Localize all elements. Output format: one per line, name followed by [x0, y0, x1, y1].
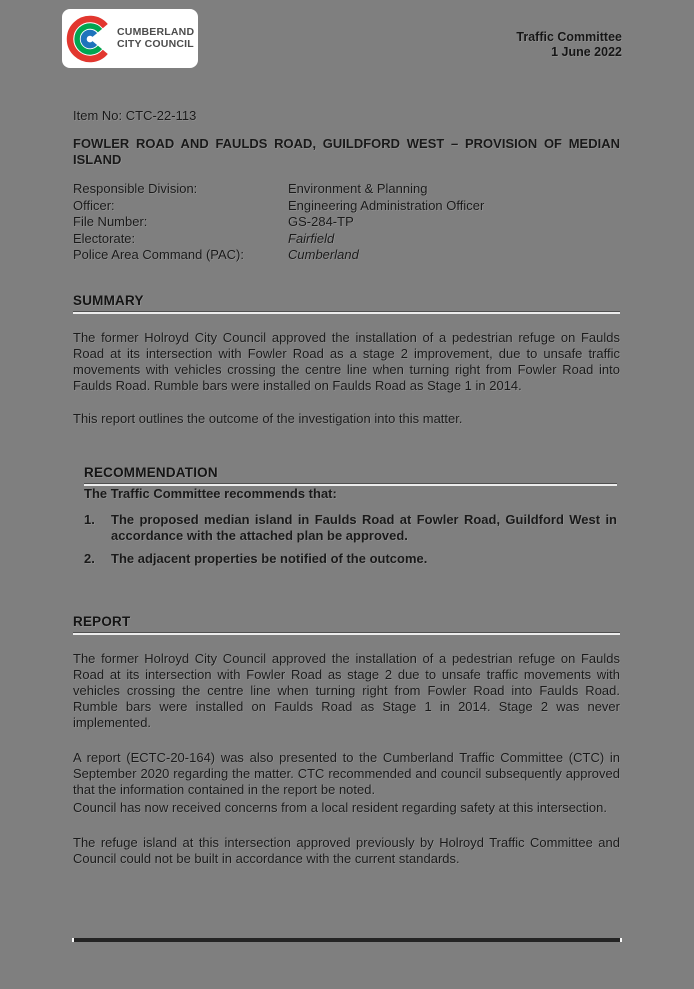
- meta-label: Officer:: [73, 197, 115, 213]
- report-paragraph: A report (ECTC-20-164) was also presented to the Cumberland Traffic Committee (CTC) in September 2020 regarding the matter. CTC recommended and council subsequently approved that the information contained in the report be noted.: [73, 750, 620, 797]
- report-paragraph: The refuge island at this intersection approved previously by Holroyd Traffic Committee and Council could not be built in accordance with the current standards.: [73, 835, 620, 866]
- page-bottom-rule: [72, 938, 622, 942]
- report-paragraph: The former Holroyd City Council approved the installation of a pedestrian refuge on Faulds Road at its intersection with Fowler Road as stage 2 due to unsafe traffic movements with vehicles crossing the centre line when turning right from Fowler Road into Faulds Road. Rumble bars were installed on Faulds Road as Stage 1 in 2014. Stage 2 was never implemented.: [73, 651, 620, 730]
- recommendation-item: [84, 551, 617, 567]
- item-number: Item No: CTC-22-113: [73, 108, 197, 123]
- logo-line1: CUMBERLAND: [117, 26, 195, 38]
- report-paragraph: Council has now received concerns from a local resident regarding safety at this intersection.: [73, 800, 607, 815]
- recommendation-item: [84, 512, 617, 544]
- recommendation-item-number: 1.: [84, 512, 95, 527]
- recommendation-heading: RECOMMENDATION: [84, 465, 218, 480]
- summary-heading-rule: [73, 311, 620, 314]
- meta-label: Police Area Command (PAC):: [73, 247, 244, 262]
- meta-value: Engineering Administration Officer: [288, 197, 485, 213]
- meta-value: Environment & Planning: [288, 181, 428, 196]
- logo-line2: CITY COUNCIL: [117, 37, 194, 50]
- council-logo: [62, 9, 198, 68]
- meta-value: Fairfield: [288, 230, 335, 246]
- report-section: [73, 614, 620, 867]
- council-logo-text: [117, 27, 194, 50]
- meta-label: Responsible Division:: [73, 181, 198, 196]
- summary-paragraph: The former Holroyd City Council approved the installation of a pedestrian refuge on Faulds Road at its intersection with Fowler Road as a stage 2 improvement, due to unsafe traffic movements with vehicles crossing the centre line when turning right from Fowler Road into Faulds Road. Rumble bars were installed on Faulds Road as Stage 1 in 2014.: [73, 330, 620, 393]
- recommendation-item-text: The proposed median island in Faulds Road at Fowler Road, Guildford West in accordance with the attached plan be approved.: [111, 512, 617, 543]
- meeting-date: 1 June 2022: [551, 45, 622, 59]
- report-title: FOWLER ROAD AND FAULDS ROAD, GUILDFORD WEST – PROVISION OF MEDIAN ISLAND: [73, 136, 620, 167]
- report-heading: REPORT: [73, 614, 131, 629]
- summary-heading: SUMMARY: [73, 293, 144, 308]
- recommendation-item-text: The adjacent properties be notified of the outcome.: [111, 551, 428, 566]
- committee-name: Traffic Committee: [516, 30, 622, 44]
- meta-value: Cumberland: [288, 247, 359, 262]
- cumberland-c-icon: [65, 11, 115, 66]
- meta-table: [73, 181, 620, 264]
- summary-section: [73, 293, 620, 427]
- recommendation-item-number: 2.: [84, 551, 95, 566]
- recommendation-section: [84, 465, 617, 567]
- document-header-right: [516, 30, 622, 60]
- meta-label: Electorate:: [73, 230, 136, 246]
- recommendation-intro: The Traffic Committee recommends that:: [84, 486, 337, 501]
- meta-label: File Number:: [73, 214, 148, 229]
- meta-value: GS-284-TP: [288, 214, 354, 229]
- summary-paragraph: This report outlines the outcome of the investigation into this matter.: [73, 411, 463, 426]
- report-heading-rule: [73, 632, 620, 635]
